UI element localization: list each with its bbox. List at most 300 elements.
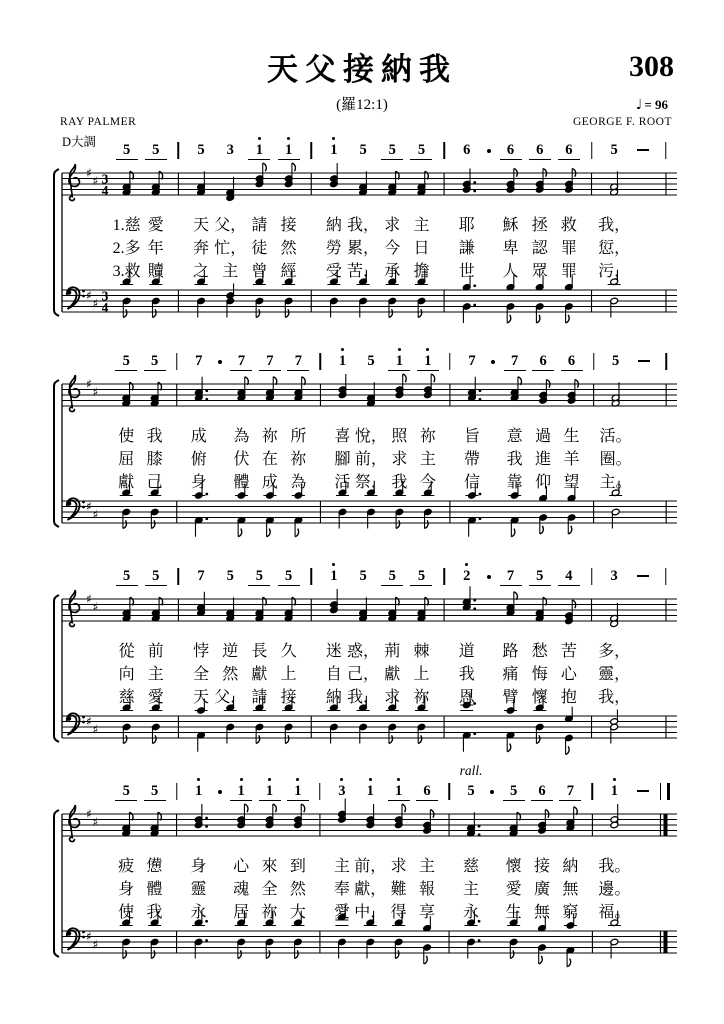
lyric-syllable: 然 xyxy=(222,666,239,683)
lyric-syllable: 祭， xyxy=(354,474,387,491)
lyric-syllable: 上 xyxy=(280,666,297,683)
jianpu-note: 5 xyxy=(248,568,270,586)
lyric-syllable: 腳 xyxy=(334,451,351,468)
lyric-syllable: 人 xyxy=(502,263,519,280)
jianpu-octave-dot xyxy=(332,563,335,566)
jianpu-note: 7 xyxy=(197,568,205,584)
jianpu-note: 6 xyxy=(463,142,471,158)
lyric-syllable: 祢 xyxy=(290,451,307,468)
augmentation-dot xyxy=(205,398,208,401)
lyric-syllable: 體 xyxy=(146,881,163,898)
jianpu-dash xyxy=(637,790,649,792)
lyric-syllable: 信 xyxy=(463,474,480,491)
augmentation-dot xyxy=(205,389,208,392)
lyric-syllable: 我 xyxy=(458,666,475,683)
lyric-syllable: 救 xyxy=(560,217,577,234)
lyric-syllable: 請 xyxy=(251,689,268,706)
bass-clef-icon xyxy=(82,501,85,504)
lyric-syllable: 我 xyxy=(146,428,163,445)
jianpu-dash xyxy=(637,149,649,151)
sharp-icon: ♯ xyxy=(86,377,92,391)
jianpu-note: 7 xyxy=(259,353,281,371)
lyrics-line xyxy=(0,258,724,278)
lyric-syllable: 主 xyxy=(413,217,430,234)
jianpu-dot xyxy=(490,790,494,794)
sharp-icon: ♯ xyxy=(92,296,99,311)
lyric-syllable: 獻， xyxy=(354,881,387,898)
sharp-icon: ♯ xyxy=(86,807,92,821)
sharp-icon: ♯ xyxy=(92,937,99,952)
augmentation-dot xyxy=(205,817,208,820)
lyric-syllable: 我。 xyxy=(598,858,631,875)
lyric-syllable: 之 xyxy=(193,263,210,280)
jianpu-barline xyxy=(449,353,451,370)
lyric-syllable: 今 xyxy=(384,240,401,257)
jianpu-octave-dot xyxy=(397,778,400,781)
lyric-syllable: 前 xyxy=(147,643,164,660)
jianpu-note: 5 xyxy=(116,568,138,586)
lyric-syllable: 窮 xyxy=(562,904,579,921)
jianpu-note: 1 xyxy=(259,783,281,801)
lyric-syllable: 屈 xyxy=(118,451,135,468)
augmentation-dot xyxy=(205,517,208,520)
bass-clef-icon xyxy=(82,506,85,509)
lyric-syllable: 納 xyxy=(325,217,342,234)
jianpu-octave-dot xyxy=(341,348,344,351)
lyric-syllable: 生 xyxy=(505,904,522,921)
lyric-syllable: 忙， xyxy=(214,240,247,257)
rallentando-marking: rall. xyxy=(459,763,483,778)
sharp-icon: ♯ xyxy=(86,592,92,606)
lyric-syllable: 到 xyxy=(289,858,306,875)
lyric-syllable: 活 xyxy=(334,474,351,491)
jianpu-note: 1 xyxy=(287,783,309,801)
lyric-syllable: 主。 xyxy=(599,474,632,491)
jianpu-note: 1 xyxy=(388,353,410,371)
lyric-syllable: 謙 xyxy=(458,240,475,257)
jianpu-note: 5 xyxy=(503,783,525,801)
lyric-syllable: 迷 xyxy=(325,643,342,660)
lyric-syllable: 己 xyxy=(146,474,163,491)
lyric-syllable: 望 xyxy=(563,474,580,491)
jianpu-barline xyxy=(591,568,593,585)
lyric-syllable: 自 xyxy=(325,666,342,683)
jianpu-barline xyxy=(176,783,178,800)
lyric-syllable: 體 xyxy=(233,474,250,491)
lyric-syllable: 為 xyxy=(233,428,250,445)
lyric-syllable: 大 xyxy=(289,904,306,921)
score-system xyxy=(0,351,724,551)
score-system xyxy=(0,566,724,766)
sharp-icon: ♯ xyxy=(86,499,92,514)
lyric-syllable: 心 xyxy=(560,666,577,683)
lyric-syllable: 納 xyxy=(325,689,342,706)
lyric-syllable: 主 xyxy=(333,858,350,875)
bass-clef-icon xyxy=(82,290,85,293)
jianpu-note: 2 xyxy=(456,568,478,585)
lyric-syllable: 在 xyxy=(261,451,278,468)
jianpu-barline xyxy=(443,142,445,159)
lyric-syllable: 成 xyxy=(190,428,207,445)
lyric-syllable: 使 xyxy=(118,428,135,445)
score-system xyxy=(0,763,724,981)
lyric-syllable: 生 xyxy=(563,428,580,445)
jianpu-barline xyxy=(443,568,445,585)
jianpu-note: 1 xyxy=(230,783,252,801)
lyric-syllable: 經 xyxy=(280,263,297,280)
quarter-note-icon: ♩ xyxy=(635,97,643,113)
lyric-syllable: 無 xyxy=(562,881,579,898)
jianpu-barline xyxy=(319,783,321,800)
jianpu-note: 1 xyxy=(248,142,270,160)
jianpu-note: 5 xyxy=(115,353,137,371)
jianpu-dot xyxy=(218,790,222,794)
jianpu-octave-dot xyxy=(340,778,343,781)
augmentation-dot xyxy=(479,398,482,401)
lyric-syllable: 全 xyxy=(261,881,278,898)
lyrics-line xyxy=(0,469,724,489)
lyric-syllable: 接 xyxy=(533,858,551,875)
jianpu-line xyxy=(0,566,724,592)
time-signature: 4 xyxy=(101,183,109,198)
lyric-syllable: 求 xyxy=(390,858,407,875)
lyric-syllable: 請 xyxy=(251,217,268,234)
lyric-syllable: 受 xyxy=(325,263,342,280)
jianpu-dot xyxy=(218,360,222,364)
sharp-icon: ♯ xyxy=(86,714,92,729)
lyric-syllable: 愛 xyxy=(147,689,164,706)
lyric-syllable: 主 xyxy=(463,881,480,898)
lyric-syllable: 愆， xyxy=(598,240,631,257)
lyric-syllable: 獻 xyxy=(384,666,401,683)
lyric-syllable: 罪 xyxy=(560,240,577,257)
lyric-syllable: 膝 xyxy=(146,451,163,468)
lyric-syllable: 3.救 xyxy=(112,263,141,280)
jianpu-barline xyxy=(593,353,595,370)
jianpu-note: 5 xyxy=(381,568,403,586)
lyric-syllable: 慈 xyxy=(463,858,480,875)
lyric-syllable: 無 xyxy=(533,904,551,921)
lyric-syllable: 徒 xyxy=(251,240,268,257)
lyric-syllable: 向 xyxy=(118,666,135,683)
lyric-syllable: 中， xyxy=(354,904,387,921)
lyric-syllable: 活。 xyxy=(599,428,632,445)
lyric-syllable: 曾 xyxy=(251,263,268,280)
lyric-syllable: 進 xyxy=(535,451,552,468)
lyric-syllable: 帶 xyxy=(463,451,480,468)
sharp-icon: ♯ xyxy=(92,815,99,830)
lyric-syllable: 日 xyxy=(413,240,430,257)
jianpu-octave-dot xyxy=(369,778,372,781)
lyric-syllable: 荊 xyxy=(384,643,401,660)
lyric-syllable: 求 xyxy=(391,451,408,468)
lyric-syllable: 然 xyxy=(280,240,297,257)
jianpu-octave-dot xyxy=(258,137,261,140)
lyric-syllable: 得 xyxy=(390,904,407,921)
time-signature: 3 xyxy=(101,288,109,304)
sharp-icon: ♯ xyxy=(92,507,99,522)
jianpu-note: 4 xyxy=(558,568,580,586)
lyrics-line xyxy=(0,446,724,466)
lyric-syllable: 旨 xyxy=(463,428,480,445)
lyricist-name: RAY PALMER xyxy=(60,116,137,128)
jianpu-note: 6 xyxy=(561,353,583,371)
augmentation-dot xyxy=(473,732,476,735)
lyric-syllable: 廣 xyxy=(533,881,551,898)
time-signature: 3 xyxy=(101,171,109,187)
jianpu-note: 1 xyxy=(417,353,439,371)
lyric-syllable: 奔 xyxy=(193,240,210,257)
jianpu-note: 1 xyxy=(603,783,625,800)
lyric-syllable: 悖 xyxy=(193,643,210,660)
jianpu-note: 6 xyxy=(500,142,522,160)
augmentation-dot xyxy=(473,304,476,307)
lyric-syllable: 獻 xyxy=(118,474,135,491)
lyric-syllable: 悔 xyxy=(531,666,548,683)
jianpu-octave-dot xyxy=(426,348,429,351)
jianpu-octave-dot xyxy=(268,778,271,781)
jianpu-dot xyxy=(491,360,495,364)
augmentation-dot xyxy=(473,190,476,193)
jianpu-note: 6 xyxy=(532,353,554,371)
jianpu-note: 3 xyxy=(610,568,618,584)
lyric-syllable: 祢 xyxy=(413,689,430,706)
jianpu-note: 5 xyxy=(467,783,475,799)
sharp-icon: ♯ xyxy=(86,166,92,180)
lyrics-line xyxy=(0,684,724,704)
lyric-syllable: 眾 xyxy=(531,263,548,280)
lyrics-line xyxy=(0,661,724,681)
lyric-syllable: 成 xyxy=(261,474,278,491)
lyric-syllable: 父， xyxy=(214,689,247,706)
lyric-syllable: 祢 xyxy=(261,428,278,445)
jianpu-note: 6 xyxy=(416,783,438,801)
lyric-syllable: 認 xyxy=(531,240,548,257)
lyric-syllable: 主 xyxy=(147,666,164,683)
lyric-syllable: 難 xyxy=(390,881,407,898)
jianpu-line xyxy=(0,781,724,807)
lyric-syllable: 前， xyxy=(354,858,387,875)
lyric-syllable: 久 xyxy=(280,643,297,660)
lyric-syllable: 身 xyxy=(190,858,207,875)
jianpu-dash xyxy=(638,360,650,362)
lyric-syllable: 穌 xyxy=(502,217,519,234)
lyric-syllable: 路 xyxy=(502,643,519,660)
jianpu-note: 5 xyxy=(410,568,432,586)
lyrics-line xyxy=(0,235,724,255)
augmentation-dot xyxy=(473,599,476,602)
lyric-syllable: 罪 xyxy=(560,263,577,280)
jianpu-note: 6 xyxy=(529,142,551,160)
lyric-syllable: 俯 xyxy=(190,451,207,468)
augmentation-dot xyxy=(479,517,482,520)
lyric-syllable: 今 xyxy=(419,474,436,491)
lyric-syllable: 身 xyxy=(190,474,207,491)
lyrics-line xyxy=(0,212,724,232)
lyric-syllable: 贖 xyxy=(147,263,164,280)
lyric-syllable: 靈， xyxy=(598,666,631,683)
lyric-syllable: 靈 xyxy=(190,881,207,898)
lyric-syllable: 接 xyxy=(280,689,297,706)
jianpu-note: 1 xyxy=(188,783,210,800)
bass-clef-icon xyxy=(82,936,85,939)
lyric-syllable: 父， xyxy=(214,217,247,234)
lyric-syllable: 照 xyxy=(391,428,408,445)
lyric-syllable: 前， xyxy=(354,451,387,468)
lyric-syllable: 祢 xyxy=(419,428,436,445)
jianpu-barline xyxy=(448,783,450,800)
jianpu-octave-dot xyxy=(332,137,335,140)
jianpu-note: 3 xyxy=(331,783,353,800)
lyric-syllable: 羊 xyxy=(563,451,580,468)
lyric-syllable: 來 xyxy=(261,858,278,875)
lyric-syllable: 使 xyxy=(118,904,135,921)
lyric-syllable: 2.多 xyxy=(112,240,141,257)
sharp-icon: ♯ xyxy=(92,722,99,737)
lyric-syllable: 我， xyxy=(598,217,631,234)
lyric-syllable: 苦， xyxy=(347,263,380,280)
lyric-syllable: 身 xyxy=(118,881,135,898)
lyric-syllable: 上 xyxy=(413,666,430,683)
lyric-syllable: 道 xyxy=(458,643,475,660)
lyric-syllable: 臂 xyxy=(502,689,519,706)
lyric-syllable: 靠 xyxy=(506,474,523,491)
lyric-syllable: 愛 xyxy=(505,881,522,898)
lyric-syllable: 然 xyxy=(289,881,306,898)
lyric-syllable: 求 xyxy=(384,217,401,234)
jianpu-note: 5 xyxy=(226,568,234,584)
jianpu-note: 7 xyxy=(468,353,476,369)
jianpu-note: 5 xyxy=(410,142,432,160)
jianpu-line xyxy=(0,351,724,377)
lyric-syllable: 懷 xyxy=(505,858,522,875)
lyric-syllable: 1.慈 xyxy=(112,217,141,234)
lyric-syllable: 求 xyxy=(384,689,401,706)
lyric-syllable: 主 xyxy=(222,263,239,280)
lyric-syllable: 我， xyxy=(347,217,380,234)
lyric-syllable: 意 xyxy=(506,428,523,445)
lyric-syllable: 惑， xyxy=(347,643,380,660)
jianpu-barline xyxy=(178,568,180,585)
lyric-syllable: 愁 xyxy=(531,643,548,660)
lyric-syllable: 痛 xyxy=(502,666,519,683)
lyric-syllable: 邊。 xyxy=(598,881,631,898)
score-system xyxy=(0,140,724,340)
lyric-syllable: 所 xyxy=(290,428,307,445)
lyrics-line xyxy=(0,876,724,896)
lyric-syllable: 我 xyxy=(506,451,523,468)
augmentation-dot xyxy=(478,939,481,942)
jianpu-note: 5 xyxy=(145,568,167,586)
jianpu-note: 1 xyxy=(323,142,345,159)
jianpu-note: 5 xyxy=(612,353,620,369)
augmentation-dot xyxy=(205,939,208,942)
jianpu-note: 5 xyxy=(359,142,367,158)
lyric-syllable: 我， xyxy=(347,689,380,706)
jianpu-note: 3 xyxy=(226,142,234,158)
lyric-syllable: 接 xyxy=(280,217,297,234)
jianpu-octave-dot xyxy=(296,778,299,781)
lyric-syllable: 年 xyxy=(147,240,164,257)
final-barline xyxy=(663,931,667,953)
lyric-syllable: 拯 xyxy=(531,217,548,234)
lyric-syllable: 己， xyxy=(347,666,380,683)
lyric-syllable: 心 xyxy=(233,858,250,875)
lyric-syllable: 我 xyxy=(146,904,163,921)
jianpu-octave-dot xyxy=(398,348,401,351)
jianpu-note: 7 xyxy=(195,353,203,369)
lyric-syllable: 擔 xyxy=(413,263,430,280)
lyric-syllable: 奉 xyxy=(333,881,350,898)
jianpu-note: 1 xyxy=(323,568,345,585)
key-signature-label: D大調 xyxy=(62,135,97,149)
sharp-icon: ♯ xyxy=(92,385,99,400)
bass-clef-icon xyxy=(82,931,85,934)
augmentation-dot xyxy=(473,284,476,287)
lyric-syllable: 卑 xyxy=(502,240,519,257)
jianpu-note: 1 xyxy=(331,353,353,370)
sharp-icon: ♯ xyxy=(86,929,92,944)
jianpu-barline xyxy=(592,783,594,800)
lyric-syllable: 為 xyxy=(290,474,307,491)
lyric-syllable: 獻 xyxy=(251,666,268,683)
jianpu-octave-dot xyxy=(197,778,200,781)
lyric-syllable: 抱 xyxy=(560,689,577,706)
lyric-syllable: 天 xyxy=(193,217,210,234)
augmentation-dot xyxy=(479,493,482,496)
jianpu-note: 6 xyxy=(531,783,553,801)
jianpu-note: 5 xyxy=(116,142,138,160)
lyric-syllable: 愛 xyxy=(147,217,164,234)
lyric-syllable: 祢 xyxy=(261,904,278,921)
jianpu-final-barline xyxy=(660,783,670,800)
lyric-syllable: 我 xyxy=(391,474,408,491)
lyrics-line xyxy=(0,638,724,658)
jianpu-note: 5 xyxy=(367,353,375,369)
jianpu-octave-dot xyxy=(287,137,290,140)
page-title: 天父接納我 xyxy=(267,52,457,87)
scripture-reference: (羅12:1) xyxy=(336,97,388,113)
lyric-syllable: 納 xyxy=(562,858,579,875)
augmentation-dot xyxy=(478,833,481,836)
jianpu-note: 7 xyxy=(500,568,522,586)
jianpu-barline xyxy=(311,142,313,159)
bass-clef-icon xyxy=(82,295,85,298)
lyric-syllable: 仰 xyxy=(535,474,552,491)
jianpu-note: 6 xyxy=(558,142,580,160)
lyric-syllable: 世 xyxy=(458,263,475,280)
lyric-syllable: 逆 xyxy=(222,643,239,660)
lyric-syllable: 長 xyxy=(251,643,268,660)
sharp-icon: ♯ xyxy=(92,600,99,615)
tempo-marking xyxy=(636,97,668,113)
jianpu-note: 7 xyxy=(230,353,252,371)
jianpu-dot xyxy=(487,149,491,153)
jianpu-octave-dot xyxy=(613,778,616,781)
tempo-value: = 96 xyxy=(644,97,668,112)
lyric-syllable: 污， xyxy=(598,263,631,280)
lyric-syllable: 過 xyxy=(535,428,552,445)
jianpu-barline xyxy=(176,353,178,370)
jianpu-note: 5 xyxy=(115,783,137,801)
final-barline xyxy=(663,814,667,836)
lyric-syllable: 承 xyxy=(384,263,401,280)
lyric-syllable: 福。 xyxy=(598,904,631,921)
jianpu-dot xyxy=(487,575,491,579)
lyric-syllable: 慈 xyxy=(118,689,135,706)
jianpu-barline xyxy=(665,568,667,585)
lyric-syllable: 懷 xyxy=(531,689,548,706)
